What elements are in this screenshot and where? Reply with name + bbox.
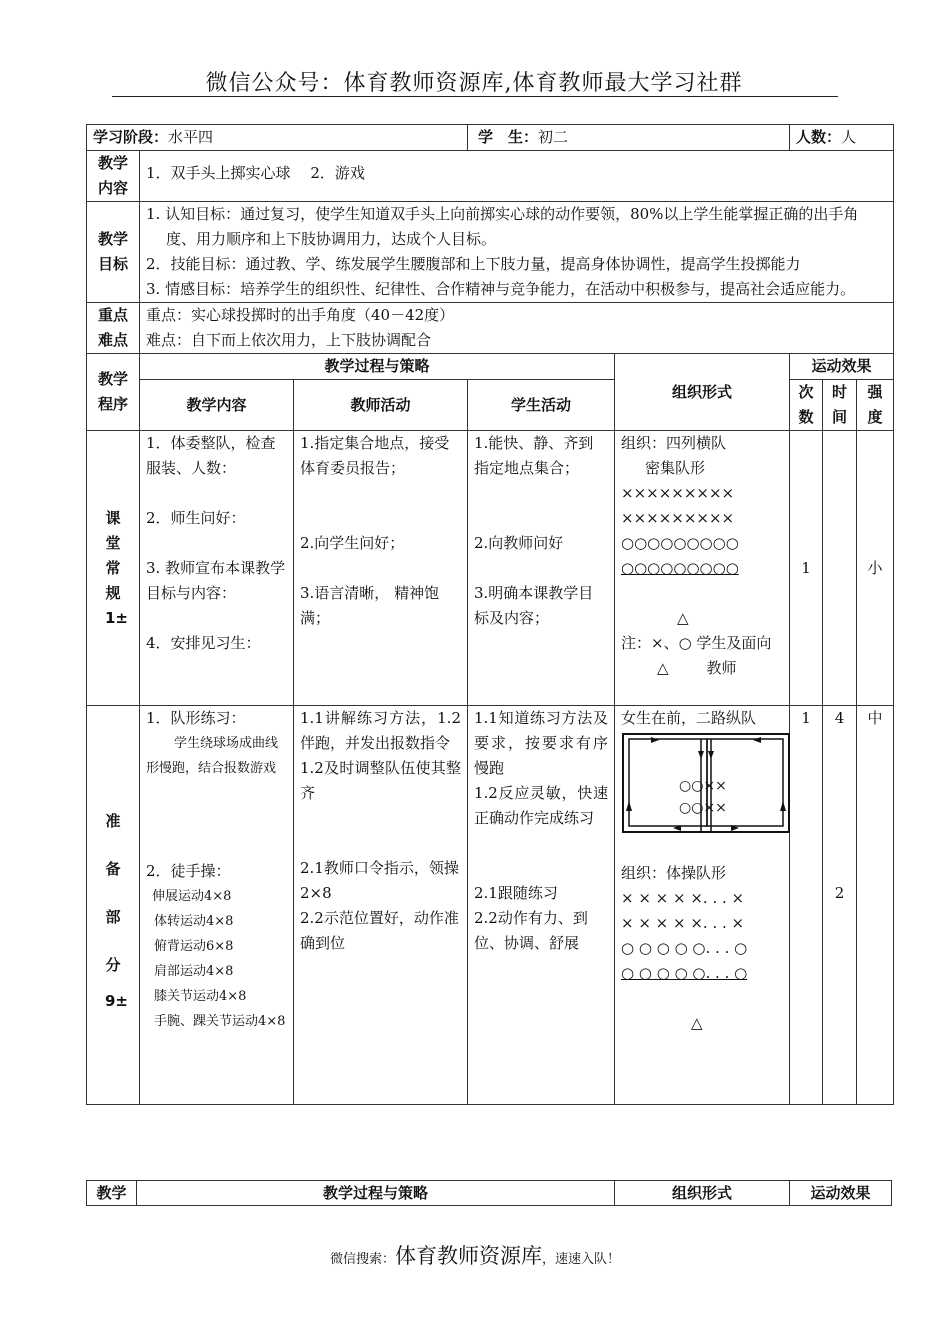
next-col-effect: 运动效果 — [790, 1181, 892, 1206]
process-header: 教学过程与策略 — [140, 354, 615, 380]
stage-label: 学习阶段： — [93, 128, 169, 146]
routine-org-note2 — [621, 656, 783, 681]
exercise-item: 体转运动4×8 — [154, 914, 234, 929]
next-col-process: 教学过程与策略 — [137, 1181, 615, 1206]
student-value: 初二 — [538, 128, 569, 146]
process-header-row — [87, 354, 894, 380]
routine-teacher-2: 2.向学生问好； — [300, 534, 405, 552]
effect-header: 运动效果 — [790, 354, 894, 380]
count-cell — [790, 125, 894, 151]
exercise-item: 俯背运动6×8 — [154, 939, 234, 954]
routine-teacher-1: 1.指定集合地点，接受体育委员报告； — [300, 434, 450, 477]
routine-content-3: 3. 教师宣布本课教学目标与内容： — [146, 559, 286, 602]
prep-student-2: 1.2反应灵敏，快速正确动作完成练习 — [474, 784, 608, 827]
routine-org-note: 注：×、○ 学生及面向 — [621, 634, 772, 652]
next-page-table-header — [86, 1180, 892, 1206]
routine-content-2: 2．师生问好： — [146, 509, 246, 527]
page-footer — [0, 1240, 950, 1270]
formation-row: ○○○○○○○○○ — [621, 559, 739, 577]
routine-content — [140, 431, 294, 706]
next-col-program: 教学 — [87, 1181, 137, 1206]
student-label: 学 生： — [478, 128, 539, 146]
routine-content-1: 1．体委整队，检查服装、人数： — [146, 434, 276, 477]
exercise-item: 肩部运动4×8 — [154, 964, 234, 979]
formation-row: ××××××××× — [621, 509, 735, 527]
routine-content-4: 4．安排见习生： — [146, 634, 261, 652]
routine-student — [468, 431, 615, 706]
prep-student — [468, 706, 615, 1105]
routine-duration — [823, 431, 857, 706]
content-header: 教学内容 — [140, 380, 294, 431]
routine-student-3: 3.明确本课教学目标及内容； — [474, 584, 594, 627]
goals-label: 教学目标 — [87, 202, 140, 303]
lesson-plan-table — [86, 124, 894, 1105]
routine-label: 课堂常规 — [105, 508, 121, 602]
prep-duration-1: 4 — [834, 709, 845, 727]
prep-time: 9± — [105, 991, 129, 1010]
routine-time: 1± — [105, 608, 129, 627]
goals-row — [87, 202, 894, 303]
program-header: 教学程序 — [87, 354, 140, 431]
footer-suffix: ，速速入队！ — [542, 1252, 621, 1267]
prep-duration — [823, 706, 857, 1105]
student-header: 学生活动 — [468, 380, 615, 431]
goal-emotion: 3. 情感目标：培养学生的组织性、纪律性、合作精神与竞争能力，在活动中积极参与，提高社会适应能力。 — [146, 280, 856, 298]
header-divider — [112, 96, 838, 97]
stage-value: 水平四 — [168, 128, 214, 146]
routine-student-1: 1.能快、静、齐到指定地点集合； — [474, 434, 594, 477]
difficult-point: 难点：自下而上依次用力，上下肢协调配合 — [146, 331, 432, 349]
formation-row: ○○○○○○○○○ — [621, 534, 739, 552]
prep-teacher-2: 1.2及时调整队伍使其整齐 — [300, 759, 461, 802]
duration-header: 时间 — [823, 380, 857, 431]
routine-teacher-3: 3.语言清晰， 精神饱满； — [300, 584, 440, 627]
keypoints-row — [87, 303, 894, 354]
prep-content-2-title: 2．徒手操： — [146, 862, 231, 880]
teacher-symbol: △ — [657, 659, 669, 677]
formation-row: × × × × ×. . . × — [621, 889, 745, 907]
formation-row: × × × × ×. . . × — [621, 914, 745, 932]
route-formation — [679, 775, 727, 819]
count-value: 人 — [841, 128, 857, 146]
footer-name: 体育教师资源库 — [395, 1244, 542, 1268]
prep-content — [140, 706, 294, 1105]
teacher-legend: 教师 — [706, 659, 737, 677]
count-label: 人数： — [796, 128, 842, 146]
prep-content-1-detail: 学生绕球场成曲线形慢跑，结合报数游戏 — [146, 736, 279, 776]
prep-label: 准备部分 — [105, 811, 121, 974]
goal-cognitive: 1. 认知目标：通过复习，使学生知道双手头上向前掷实心球的动作要领，80%以上学生能掌握正确的出手角度、用力顺序和上下肢协调用力，达成个人目标。 — [146, 205, 859, 248]
routine-org — [615, 431, 790, 706]
info-row — [87, 125, 894, 151]
prep-teacher-4: 2.2示范位置好，动作准确到位 — [300, 909, 459, 952]
prep-content-1-title: 1．队形练习： — [146, 709, 246, 727]
formation-row: ○○×× — [679, 800, 727, 816]
next-header-row — [87, 1181, 892, 1206]
routine-intensity: 小 — [857, 431, 894, 706]
exercise-item: 手腕、踝关节运动4×8 — [154, 1014, 286, 1029]
next-col-org: 组织形式 — [615, 1181, 790, 1206]
org-header: 组织形式 — [615, 354, 790, 431]
prep-teacher-3: 2.1教师口令指示，领操2×8 — [300, 859, 459, 902]
prep-duration-2: 2 — [834, 884, 845, 902]
formation-row: ××××××××× — [621, 484, 735, 502]
routine-row — [87, 431, 894, 706]
prep-intensity-1: 中 — [867, 709, 883, 727]
content-text: 1．双手头上掷实心球 2．游戏 — [140, 151, 894, 202]
stage-cell — [87, 125, 468, 151]
key-point: 重点：实心球投掷时的出手角度（40－42度） — [146, 306, 455, 324]
prep-teacher — [294, 706, 468, 1105]
goal-skill: 2．技能目标：通过教、学、练发展学生腰腹部和上下肢力量，提高身体协调性，提高学生投掷能力 — [146, 255, 801, 273]
prep-times-1: 1 — [801, 709, 811, 727]
formation-row: ○ ○ ○ ○ ○. . . ○ — [621, 939, 748, 957]
running-route-diagram — [621, 731, 789, 833]
keypoints-cell — [140, 303, 894, 354]
prep-org2-title: 组织：体操队形 — [621, 864, 727, 882]
footer-prefix: 微信搜索： — [329, 1252, 395, 1267]
teacher-header: 教师活动 — [294, 380, 468, 431]
formation-row: ○○×× — [679, 778, 727, 794]
teacher-symbol: △ — [677, 609, 689, 627]
routine-org-title: 组织：四列横队 — [621, 434, 727, 452]
routine-org-subtitle: 密集队形 — [645, 459, 706, 477]
prep-student-3: 2.1跟随练习 — [474, 884, 558, 902]
exercise-item: 伸展运动4×8 — [152, 889, 232, 904]
prep-label-cell — [87, 706, 140, 1105]
prep-student-4: 2.2动作有力、到位、协调、舒展 — [474, 909, 588, 952]
routine-label-cell — [87, 431, 140, 706]
formation-row: ○ ○ ○ ○ ○. . . ○ — [621, 964, 748, 982]
routine-student-2: 2.向教师问好 — [474, 534, 564, 552]
prep-teacher-1: 1.1讲解练习方法，1.2伴跑，并发出报数指令 — [300, 709, 461, 752]
prep-org — [615, 706, 790, 1105]
teacher-symbol: △ — [691, 1014, 703, 1032]
prep-org-title: 女生在前，二路纵队 — [621, 709, 757, 727]
student-cell — [468, 125, 790, 151]
intensity-header: 强度 — [857, 380, 894, 431]
routine-times: 1 — [790, 431, 823, 706]
goals-cell — [140, 202, 894, 303]
prep-student-1: 1.1知道练习方法及要求，按要求有序慢跑 — [474, 709, 608, 777]
exercise-item: 膝关节运动4×8 — [154, 989, 247, 1004]
prep-intensity — [857, 706, 894, 1105]
page-header-title: 微信公众号：体育教师资源库,体育教师最大学习社群 — [205, 71, 743, 96]
keypoints-label: 重点难点 — [87, 303, 140, 354]
prep-times — [790, 706, 823, 1105]
times-header: 次数 — [790, 380, 823, 431]
content-row — [87, 151, 894, 202]
content-label: 教学内容 — [87, 151, 140, 202]
routine-teacher — [294, 431, 468, 706]
prep-row — [87, 706, 894, 1105]
